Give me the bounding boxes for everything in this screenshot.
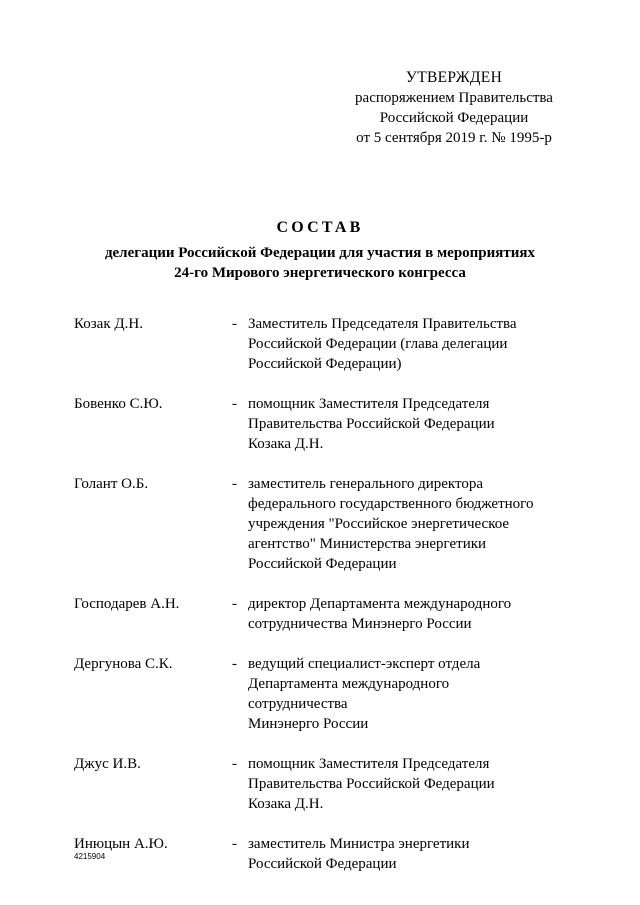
dash-separator: -: [232, 596, 237, 612]
list-item: [74, 474, 594, 574]
member-name: Козак Д.Н.: [74, 316, 143, 332]
list-item: [74, 314, 594, 374]
approval-title: УТВЕРЖДЕН: [405, 69, 503, 86]
approval-line: Российской Федерации: [379, 110, 529, 126]
member-name: Инюцын А.Ю.: [74, 836, 168, 852]
role-line: заместитель генерального директора: [248, 476, 484, 492]
role-line: Минэнерго России: [248, 716, 369, 732]
member-role: [248, 654, 548, 734]
role-line: Российской Федерации): [248, 356, 402, 372]
member-name: Джус И.В.: [74, 756, 141, 772]
approval-date-line: от 5 сентября 2019 г. № 1995-р: [356, 130, 552, 146]
list-item: [74, 654, 594, 734]
document-id: 4215904: [74, 852, 106, 861]
list-item: [74, 394, 594, 454]
role-line: Правительства Российской Федерации: [248, 416, 495, 432]
role-line: заместитель Министра энергетики: [248, 836, 470, 852]
role-line: Российской Федерации (глава делегации: [248, 336, 508, 352]
member-role: [248, 834, 548, 874]
role-line: ведущий специалист-эксперт отдела: [248, 656, 481, 672]
role-line: Козака Д.Н.: [248, 796, 324, 812]
member-role: [248, 314, 548, 374]
document-title: СОСТАВ: [276, 219, 364, 236]
member-name: Дергунова С.К.: [74, 656, 173, 672]
role-line: Российской Федерации: [248, 556, 397, 572]
role-line: Заместитель Председателя Правительства: [248, 316, 517, 332]
role-line: сотрудничества: [248, 696, 348, 712]
role-line: директор Департамента международного: [248, 596, 512, 612]
subtitle-line: 24-го Мирового энергетического конгресса: [174, 265, 466, 281]
approval-line: распоряжением Правительства: [355, 90, 553, 106]
role-line: Департамента международного: [248, 676, 450, 692]
dash-separator: -: [232, 756, 237, 772]
dash-separator: -: [232, 396, 237, 412]
role-line: Правительства Российской Федерации: [248, 776, 495, 792]
document-heading: [0, 218, 640, 283]
member-role: [248, 394, 548, 454]
list-item: [74, 834, 594, 874]
list-item: [74, 594, 594, 634]
subtitle-line: делегации Российской Федерации для участия в мероприятиях: [104, 245, 536, 261]
role-line: сотрудничества Минэнерго России: [248, 616, 472, 632]
role-line: помощник Заместителя Председателя: [248, 756, 490, 772]
member-role: [248, 754, 548, 814]
member-name: Бовенко С.Ю.: [74, 396, 163, 412]
delegation-list: [74, 314, 594, 894]
dash-separator: -: [232, 836, 237, 852]
member-name: Господарев А.Н.: [74, 596, 180, 612]
dash-separator: -: [232, 316, 237, 332]
dash-separator: -: [232, 476, 237, 492]
dash-separator: -: [232, 656, 237, 672]
role-line: учреждения "Российское энергетическое: [248, 516, 510, 532]
role-line: агентство" Министерства энергетики: [248, 536, 487, 552]
role-line: федерального государственного бюджетного: [248, 496, 534, 512]
document-subtitle: [0, 243, 640, 283]
role-line: Российской Федерации: [248, 856, 397, 872]
member-role: [248, 474, 548, 574]
member-name: Голант О.Б.: [74, 476, 149, 492]
list-item: [74, 754, 594, 814]
approval-block: [320, 68, 588, 148]
role-line: помощник Заместителя Председателя: [248, 396, 490, 412]
role-line: Козака Д.Н.: [248, 436, 324, 452]
member-role: [248, 594, 548, 634]
